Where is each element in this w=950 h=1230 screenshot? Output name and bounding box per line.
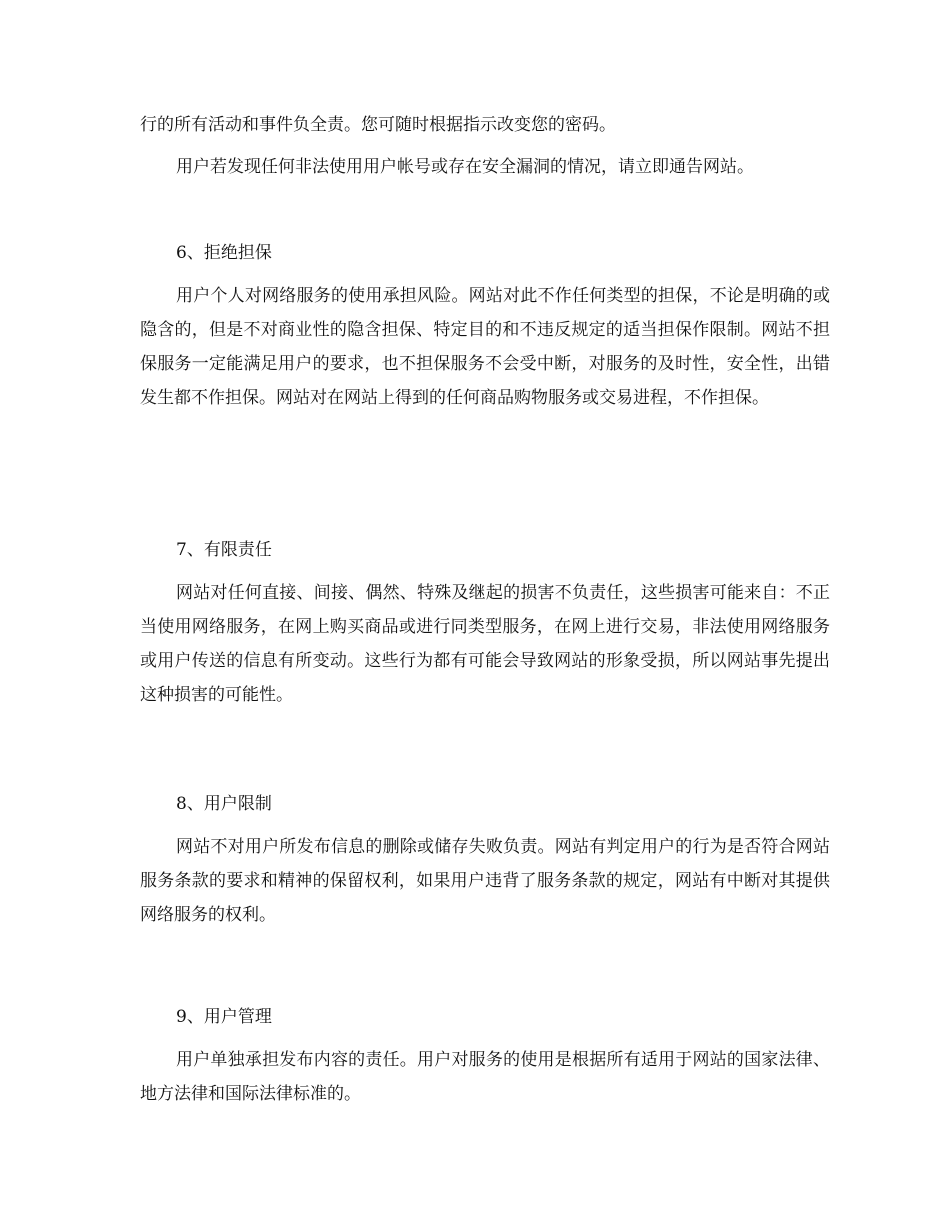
section-body-7: 网站对任何直接、间接、偶然、特殊及继起的损害不负责任，这些损害可能来自：不正当使用网络服务，在网上购买商品或进行同类型服务，在网上进行交易，非法使用网络服务或用户传送的信息有所变动。这些行为都有可能会导致网站的形象受损，所以网站事先提出这种损害的可能性。 xyxy=(140,583,830,705)
paragraph-continuation: 行的所有活动和事件负全责。您可随时根据指示改变您的密码。 xyxy=(140,115,616,135)
section-body-9: 用户单独承担发布内容的责任。用户对服务的使用是根据所有适用于网站的国家法律、地方法律和国际法律标准的。 xyxy=(140,1050,830,1104)
section-heading-8: 8、用户限制 xyxy=(176,794,272,814)
section-heading-7: 7、有限责任 xyxy=(176,540,272,560)
section-heading-9: 9、用户管理 xyxy=(176,1007,272,1027)
section-body-6: 用户个人对网络服务的使用承担风险。网站对此不作任何类型的担保，不论是明确的或隐含的，但是不对商业性的隐含担保、特定目的和不违反规定的适当担保作限制。网站不担保服务一定能满足用户的要求，也不担保服务不会受中断，对服务的及时性，安全性，出错发生都不作担保。网站对在网站上得到的任何商品购物服务或交易进程，不作担保。 xyxy=(140,286,830,408)
section-heading-6: 6、拒绝担保 xyxy=(176,243,272,263)
section-body-8: 网站不对用户所发布信息的删除或储存失败负责。网站有判定用户的行为是否符合网站服务条款的要求和精神的保留权利，如果用户违背了服务条款的规定，网站有中断对其提供网络服务的权利。 xyxy=(140,837,830,925)
paragraph-notify: 用户若发现任何非法使用用户帐号或存在安全漏洞的情况，请立即通告网站。 xyxy=(176,157,754,177)
